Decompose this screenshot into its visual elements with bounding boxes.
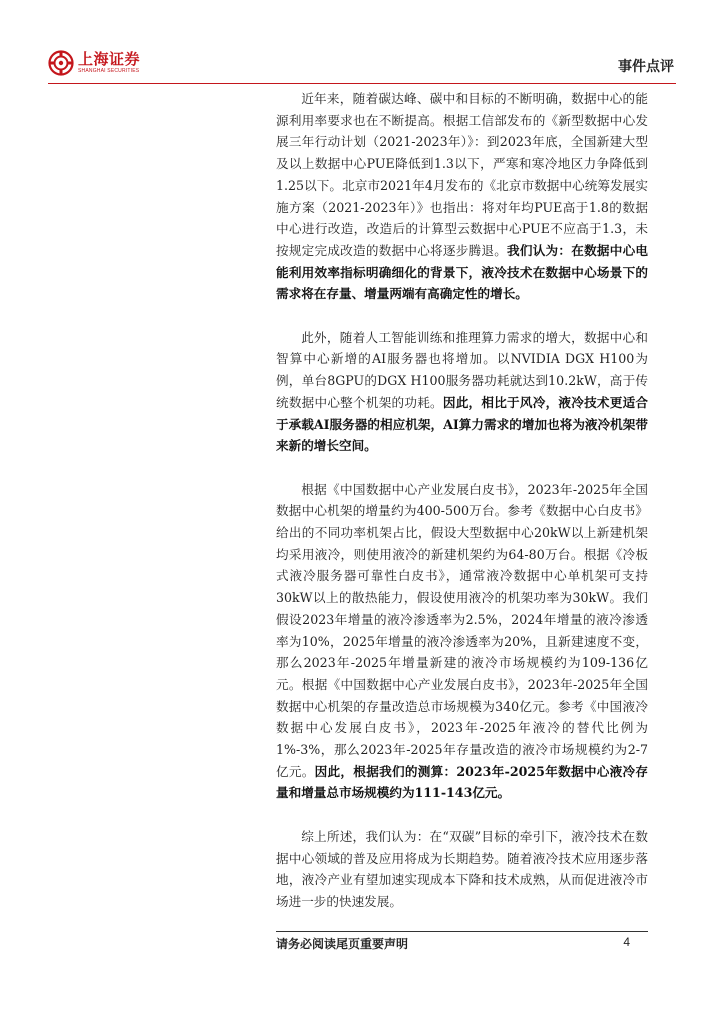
header-divider [48,83,676,84]
disclaimer-notice: 请务必阅读尾页重要声明 [276,937,409,951]
page-number: 4 [623,935,630,949]
footer-divider [276,931,648,932]
paragraph-text: 此外，随着人工智能训练和推理算力需求的增大，数据中心和智算中心新增的AI服务器也将增加。以NVIDIA DGX H100为例，单台8GPU的DGX H100服务器功耗就达到10.2kW，高于传统数据中心整个机架的功耗。 [276,329,648,410]
paragraph-conclusion: 我们认为：在数据中心电能利用效率指标明确细化的背景下，液冷技术在数据中心场景下的需求将在存量、增量两端有高确定性的增长。 [276,242,648,302]
paragraph-conclusion: 因此，相比于风冷，液冷技术更适合于承载AI服务器的相应机架，AI算力需求的增加也将为液冷机架带来新的增长空间。 [276,394,649,454]
logo-chinese-name: 上海证券 [78,50,141,68]
paragraph-summary [276,826,648,913]
page-header [48,50,676,84]
paragraph-market-estimate [276,479,648,805]
paragraph-pue-policy [276,88,648,305]
logo-english-name: SHANGHAI SECURITIES [78,68,140,74]
logo-mark-icon [48,50,74,76]
paragraph-ai-servers [276,327,648,457]
document-type-label: 事件点评 [618,59,674,75]
paragraph-text: 近年来，随着碳达峰、碳中和目标的不断明确，数据中心的能源利用率要求也在不断提高。根据工信部发布的《新型数据中心发展三年行动计划（2021-2023年）》：到2023年底，全国新建大型及以上数据中心PUE降低到1.3以下，严寒和寒冷地区力争降低到1.25以下。北京市2021年4月发布的《北京市数据中心统筹发展实施方案（2021-2023年）》也指出：将对年均PUE高于1.8的数据中心进行改造，改造后的计算型云数据中心PUE不应高于1.3，未按规定完成改造的数据中心将逐步腾退。 [276,91,648,258]
paragraph-text: 根据《中国数据中心产业发展白皮书》，2023年-2025年全国数据中心机架的增量约为400-500万台。参考《数据中心白皮书》给出的不同功率机架占比，假设大型数据中心20kW以上新建机架均采用液冷，则使用液冷的新建机架约为64-80万台。根据《冷板式液冷服务器可靠性白皮书》，通常液冷数据中心单机架可支持30kW以上的散热能力，假设使用液冷的机架功率为30kW。我们假设2023年增量的液冷渗透率为2.5%，2024年增量的液冷渗透率为10%，2025年增量的液冷渗透率为20%，且新建速度不变，那么2023年-2025年增量新建的液冷市场规模约为109-136亿元。根据《中国数据中心产业发展白皮书》，2023年-2025年全国数据中心机架的存量改造总市场规模为340亿元。参考《中国液冷数据中心发展白皮书》，2023年-2025年液冷的替代比例为1%-3%，那么2023年-2025年存量改造的液冷市场规模约为2-7亿元。 [276,481,648,779]
paragraph-conclusion: 因此，根据我们的测算：2023年-2025年数据中心液冷存量和增量总市场规模约为111-143亿元。 [276,763,648,801]
paragraph-text: 综上所述，我们认为：在“双碳”目标的牵引下，液冷技术在数据中心领域的普及应用将成为长期趋势。随着液冷技术应用逐步落地，液冷产业有望加速实现成本下降和技术成熟，从而促进液冷市场进一步的快速发展。 [276,828,648,909]
report-body [276,88,648,934]
company-logo [48,50,140,76]
